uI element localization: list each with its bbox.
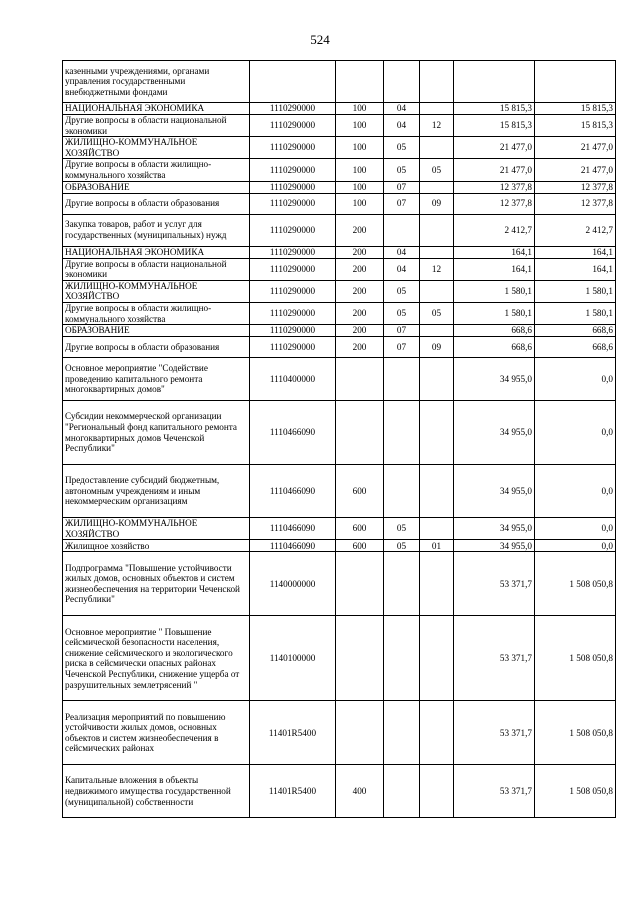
row-amount-1: 34 955,0 <box>454 358 535 401</box>
row-expense-type <box>336 401 384 465</box>
row-code: 1110466090 <box>250 465 336 518</box>
row-subsection <box>420 61 454 103</box>
row-code: 1110290000 <box>250 302 336 324</box>
row-name: Подпрограмма "Повышение устойчивости жилых домов, основных объектов и систем жизнеобеспечения на территории Чеченской Республики" <box>63 552 250 616</box>
table-row <box>63 616 616 701</box>
row-subsection <box>420 214 454 246</box>
row-amount-1: 53 371,7 <box>454 701 535 765</box>
row-amount-2 <box>535 61 616 103</box>
row-expense-type: 200 <box>336 214 384 246</box>
page-number: 524 <box>310 32 330 47</box>
row-subsection: 05 <box>420 302 454 324</box>
row-code: 1110290000 <box>250 103 336 115</box>
row-section <box>384 465 420 518</box>
row-section: 04 <box>384 103 420 115</box>
row-code: 1110290000 <box>250 258 336 280</box>
row-amount-2: 15 815,3 <box>535 115 616 137</box>
table-row <box>63 765 616 818</box>
row-name: Другие вопросы в области образования <box>63 193 250 214</box>
row-expense-type <box>336 61 384 103</box>
row-amount-2: 21 477,0 <box>535 137 616 159</box>
row-amount-2: 1 508 050,8 <box>535 552 616 616</box>
row-expense-type: 600 <box>336 518 384 540</box>
row-amount-2: 1 508 050,8 <box>535 701 616 765</box>
row-name: Жилищное хозяйство <box>63 540 250 552</box>
row-amount-2: 1 508 050,8 <box>535 616 616 701</box>
row-section: 07 <box>384 193 420 214</box>
row-name: Закупка товаров, работ и услуг для государственных (муниципальных) нужд <box>63 214 250 246</box>
row-amount-2: 1 508 050,8 <box>535 765 616 818</box>
row-amount-1: 53 371,7 <box>454 616 535 701</box>
row-expense-type: 100 <box>336 181 384 193</box>
row-code: 1110290000 <box>250 159 336 181</box>
table-row <box>63 181 616 193</box>
row-section <box>384 401 420 465</box>
row-code: 1110466090 <box>250 540 336 552</box>
row-amount-2: 0,0 <box>535 401 616 465</box>
row-subsection <box>420 701 454 765</box>
table-row <box>63 358 616 401</box>
row-amount-1: 164,1 <box>454 246 535 258</box>
row-section: 04 <box>384 258 420 280</box>
row-name: Субсидии некоммерческой организации "Региональный фонд капитального ремонта многоквартирных домов Чеченской Республики" <box>63 401 250 465</box>
row-amount-1: 15 815,3 <box>454 115 535 137</box>
row-expense-type: 200 <box>336 337 384 358</box>
row-amount-2: 12 377,8 <box>535 181 616 193</box>
table-row <box>63 280 616 302</box>
row-code: 1110290000 <box>250 181 336 193</box>
row-expense-type: 200 <box>336 325 384 337</box>
row-amount-1: 34 955,0 <box>454 401 535 465</box>
table-row <box>63 552 616 616</box>
row-subsection <box>420 552 454 616</box>
row-subsection <box>420 280 454 302</box>
row-section: 05 <box>384 518 420 540</box>
row-amount-1: 12 377,8 <box>454 193 535 214</box>
table-row <box>63 325 616 337</box>
row-name: Другие вопросы в области жилищно-коммунального хозяйства <box>63 302 250 324</box>
row-expense-type <box>336 552 384 616</box>
row-expense-type <box>336 616 384 701</box>
row-subsection <box>420 325 454 337</box>
row-amount-2: 164,1 <box>535 258 616 280</box>
row-name: казенными учреждениями, органами управления государственными внебюджетными фондами <box>63 61 250 103</box>
row-section: 05 <box>384 280 420 302</box>
row-expense-type <box>336 701 384 765</box>
row-subsection <box>420 103 454 115</box>
row-amount-1: 21 477,0 <box>454 159 535 181</box>
row-name: НАЦИОНАЛЬНАЯ ЭКОНОМИКА <box>63 103 250 115</box>
row-subsection: 12 <box>420 115 454 137</box>
table-row <box>63 337 616 358</box>
row-expense-type: 600 <box>336 465 384 518</box>
row-amount-1: 34 955,0 <box>454 465 535 518</box>
row-amount-1: 12 377,8 <box>454 181 535 193</box>
row-subsection <box>420 616 454 701</box>
row-amount-2: 1 580,1 <box>535 302 616 324</box>
table-row <box>63 61 616 103</box>
row-subsection <box>420 765 454 818</box>
row-section: 05 <box>384 159 420 181</box>
row-section: 04 <box>384 115 420 137</box>
row-code <box>250 61 336 103</box>
row-code: 1110400000 <box>250 358 336 401</box>
table-row <box>63 246 616 258</box>
row-name: Реализация мероприятий по повышению устойчивости жилых домов, основных объектов и систем жизнеобеспечения в сейсмических районах <box>63 701 250 765</box>
row-subsection <box>420 465 454 518</box>
row-expense-type: 200 <box>336 280 384 302</box>
row-section: 07 <box>384 325 420 337</box>
row-code: 11401R5400 <box>250 765 336 818</box>
row-code: 1110290000 <box>250 137 336 159</box>
row-subsection <box>420 137 454 159</box>
table-row <box>63 193 616 214</box>
row-amount-2: 668,6 <box>535 325 616 337</box>
row-code: 1140100000 <box>250 616 336 701</box>
row-amount-2: 0,0 <box>535 465 616 518</box>
row-subsection <box>420 518 454 540</box>
row-name: Другие вопросы в области образования <box>63 337 250 358</box>
row-section: 07 <box>384 337 420 358</box>
row-code: 1110290000 <box>250 337 336 358</box>
row-section <box>384 214 420 246</box>
table-row <box>63 518 616 540</box>
row-subsection <box>420 401 454 465</box>
row-expense-type: 200 <box>336 258 384 280</box>
row-code: 1110290000 <box>250 214 336 246</box>
row-amount-2: 1 580,1 <box>535 280 616 302</box>
row-name: Капитальные вложения в объекты недвижимого имущества государственной (муниципальной) собственности <box>63 765 250 818</box>
row-amount-1: 15 815,3 <box>454 103 535 115</box>
row-name: Предоставление субсидий бюджетным, автономным учреждениям и иным некоммерческим организациям <box>63 465 250 518</box>
row-amount-2: 0,0 <box>535 358 616 401</box>
row-code: 1110290000 <box>250 280 336 302</box>
table-row <box>63 540 616 552</box>
table-row <box>63 103 616 115</box>
row-section: 05 <box>384 302 420 324</box>
table-row <box>63 214 616 246</box>
row-amount-1: 668,6 <box>454 337 535 358</box>
row-expense-type <box>336 358 384 401</box>
row-subsection: 12 <box>420 258 454 280</box>
table-row <box>63 159 616 181</box>
row-amount-1: 1 580,1 <box>454 280 535 302</box>
row-amount-2: 21 477,0 <box>535 159 616 181</box>
budget-table <box>62 60 616 818</box>
row-name: Другие вопросы в области национальной экономики <box>63 258 250 280</box>
row-section <box>384 358 420 401</box>
row-name: ОБРАЗОВАНИЕ <box>63 181 250 193</box>
row-section: 05 <box>384 540 420 552</box>
row-amount-2: 668,6 <box>535 337 616 358</box>
row-amount-2: 12 377,8 <box>535 193 616 214</box>
row-section <box>384 616 420 701</box>
row-amount-2: 164,1 <box>535 246 616 258</box>
row-section: 07 <box>384 181 420 193</box>
row-subsection: 09 <box>420 337 454 358</box>
row-name: Основное мероприятие "Содействие проведению капитального ремонта многоквартирных домов" <box>63 358 250 401</box>
table-row <box>63 465 616 518</box>
row-name: ЖИЛИЩНО-КОММУНАЛЬНОЕ ХОЗЯЙСТВО <box>63 137 250 159</box>
row-amount-1: 34 955,0 <box>454 518 535 540</box>
row-section <box>384 765 420 818</box>
row-name: ЖИЛИЩНО-КОММУНАЛЬНОЕ ХОЗЯЙСТВО <box>63 518 250 540</box>
row-expense-type: 100 <box>336 137 384 159</box>
table-row <box>63 302 616 324</box>
table-row <box>63 115 616 137</box>
row-section <box>384 552 420 616</box>
row-subsection <box>420 181 454 193</box>
row-expense-type: 100 <box>336 193 384 214</box>
row-amount-2: 15 815,3 <box>535 103 616 115</box>
row-subsection: 01 <box>420 540 454 552</box>
row-amount-1: 53 371,7 <box>454 552 535 616</box>
row-name: Основное мероприятие " Повышение сейсмической безопасности населения, снижение сейсмического и экологического риска в сейсмически опасных районах Чеченской Республики, снижение ущерба от разрушительных землетрясений " <box>63 616 250 701</box>
table-row <box>63 137 616 159</box>
row-amount-1: 2 412,7 <box>454 214 535 246</box>
table-row <box>63 258 616 280</box>
row-name: ЖИЛИЩНО-КОММУНАЛЬНОЕ ХОЗЯЙСТВО <box>63 280 250 302</box>
row-expense-type: 100 <box>336 159 384 181</box>
row-code: 11401R5400 <box>250 701 336 765</box>
row-name: НАЦИОНАЛЬНАЯ ЭКОНОМИКА <box>63 246 250 258</box>
row-code: 1110466090 <box>250 401 336 465</box>
row-code: 1110290000 <box>250 325 336 337</box>
row-amount-1: 164,1 <box>454 258 535 280</box>
table-row <box>63 401 616 465</box>
row-section <box>384 61 420 103</box>
row-amount-2: 0,0 <box>535 518 616 540</box>
row-amount-1 <box>454 61 535 103</box>
row-expense-type: 100 <box>336 115 384 137</box>
row-subsection: 09 <box>420 193 454 214</box>
row-amount-1: 53 371,7 <box>454 765 535 818</box>
row-name: ОБРАЗОВАНИЕ <box>63 325 250 337</box>
row-expense-type: 100 <box>336 103 384 115</box>
row-amount-1: 1 580,1 <box>454 302 535 324</box>
row-section: 05 <box>384 137 420 159</box>
row-expense-type: 400 <box>336 765 384 818</box>
row-expense-type: 600 <box>336 540 384 552</box>
row-expense-type: 200 <box>336 246 384 258</box>
row-code: 1110290000 <box>250 246 336 258</box>
row-amount-2: 2 412,7 <box>535 214 616 246</box>
row-name: Другие вопросы в области национальной экономики <box>63 115 250 137</box>
row-section <box>384 701 420 765</box>
row-expense-type: 200 <box>336 302 384 324</box>
row-amount-1: 668,6 <box>454 325 535 337</box>
row-subsection <box>420 246 454 258</box>
row-code: 1110290000 <box>250 193 336 214</box>
row-name: Другие вопросы в области жилищно-коммунального хозяйства <box>63 159 250 181</box>
row-amount-1: 34 955,0 <box>454 540 535 552</box>
row-code: 1110290000 <box>250 115 336 137</box>
row-subsection <box>420 358 454 401</box>
row-amount-2: 0,0 <box>535 540 616 552</box>
row-section: 04 <box>384 246 420 258</box>
row-amount-1: 21 477,0 <box>454 137 535 159</box>
row-subsection: 05 <box>420 159 454 181</box>
row-code: 1110466090 <box>250 518 336 540</box>
table-row <box>63 701 616 765</box>
row-code: 1140000000 <box>250 552 336 616</box>
